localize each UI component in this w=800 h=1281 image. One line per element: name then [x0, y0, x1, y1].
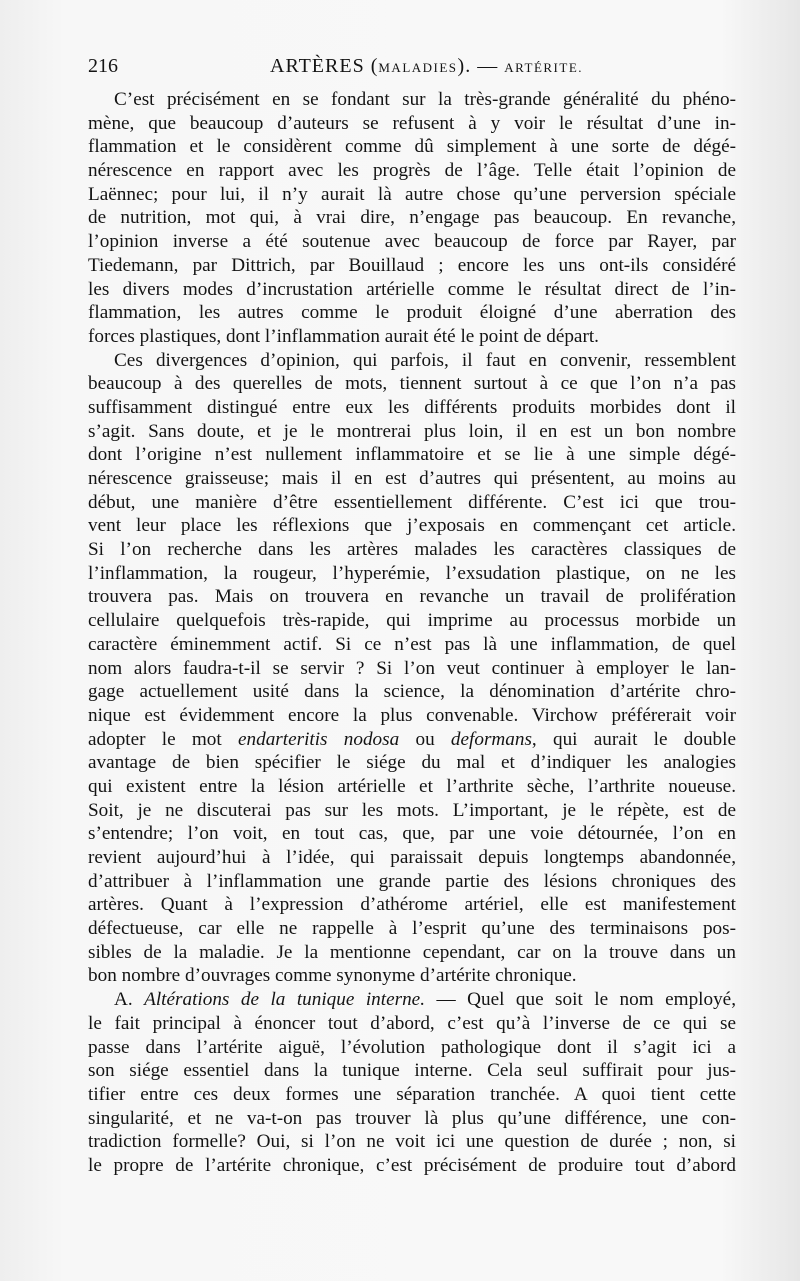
text-line: tifier entre ces deux formes une séparation tranchée. A quoi tient cette [88, 1083, 736, 1105]
text-line: Soit, je ne discuterai pas sur les mots. L’important, je le répète, est de [88, 799, 736, 821]
text-line: avantage de bien spécifier le siége du mal et d’indiquer les analogies [88, 752, 736, 774]
text-line: flammation, les autres comme le produit éloigné d’une aberration des [88, 302, 736, 324]
text-line: l’opinion inverse a été soutenue avec beaucoup de force par Rayer, par [88, 231, 736, 253]
text-line: trouvera pas. Mais on trouvera en revanche un travail de prolifération [88, 586, 736, 608]
running-head: ARTÈRES (MALADIES). — ARTÉRITE. [270, 55, 584, 77]
text-line: mène, que beaucoup d’auteurs se refusent à y voir le résultat d’une in- [88, 112, 736, 134]
text-line: artères. Quant à l’expression d’athérome artériel, elle est manifestement [88, 894, 736, 916]
text-line: forces plastiques, dont l’inflammation aurait été le point de départ. [88, 325, 599, 347]
text-line: nom alors faudra-t-il se servir ? Si l’on veut continuer à employer le lan- [88, 657, 736, 679]
text-line: revient aujourd’hui à l’idée, qui paraissait depuis longtemps abandonnée, [88, 847, 736, 868]
text-line: Laënnec; pour lui, il n’y aurait là autre chose qu’une perversion spéciale [88, 183, 736, 205]
text-line: nérescence en rapport avec les progrès de l’âge. Telle était l’opinion de [88, 160, 736, 182]
text-line: d’attribuer à l’inflammation une grande partie des lésions chroniques des [88, 870, 736, 892]
page-number: 216 [88, 55, 118, 77]
text-line-with-italics: adopter le mot endarteritis nodosa ou deformans, qui aurait le double [88, 728, 736, 750]
italic-term: endarteritis nodosa [237, 728, 400, 750]
text-line: beaucoup à des querelles de mots, tiennent surtout à ce que l’on n’a pas [88, 373, 736, 395]
section-heading: Altérations de la tunique interne. [144, 989, 425, 1011]
text-line: le propre de l’artérite chronique, c’est précisément de produire tout d’abord [88, 1154, 736, 1176]
text-line: sibles de la maladie. Je la mentionne cependant, car on la trouve dans un [88, 941, 736, 963]
running-title: ARTÈRES [270, 55, 365, 77]
text-line: début, une manière d’être essentiellement différente. C’est ici que trou- [88, 491, 736, 513]
text-line: suffisamment distingué entre eux les différents produits morbides dont il [88, 396, 736, 418]
text-line: défectueuse, car elle ne rappelle à l’esprit qu’une des terminaisons pos- [88, 918, 736, 940]
text-line: Si l’on recherche dans les artères malades les caractères classiques de [88, 539, 736, 561]
text-line: nique est évidemment encore la plus convenable. Virchow préférerait voir [88, 704, 736, 726]
text-line: dont l’origine n’est nullement inflammatoire et se lie à une simple dégé- [88, 444, 736, 466]
running-subtitle: MALADIES [378, 60, 458, 75]
text-line: son siége essentiel dans la tunique interne. Cela seul suffirait pour jus- [88, 1060, 736, 1082]
text-line: C’est précisément en se fondant sur la très-grande généralité du phéno- [114, 89, 736, 110]
text-line: tradiction formelle? Oui, si l’on ne voit ici une question de durée ; non, si [88, 1131, 736, 1153]
text-line: flammation et le considèrent comme dû simplement à une sorte de dégé- [88, 136, 736, 158]
text-line: Tiedemann, par Dittrich, par Bouillaud ; encore les uns ont-ils considéré [88, 254, 736, 276]
text-line: qui existent entre la lésion artérielle et l’arthrite sèche, l’arthrite noueuse. [88, 775, 736, 797]
text-line: vent leur place les réflexions que j’exposais en commençant cet article. [88, 515, 736, 537]
text-line: Ces divergences d’opinion, qui parfois, il faut en convenir, ressemblent [114, 349, 736, 371]
text-line: nérescence graisseuse; mais il en est d’autres qui présentent, au moins au [88, 468, 736, 489]
text-line: singularité, et ne va-t-on pas trouver là plus qu’une différence, une con- [88, 1107, 736, 1129]
running-section: ARTÉRITE. [504, 60, 584, 75]
text-line: l’inflammation, la rougeur, l’hyperémie, l’exsudation plastique, on ne les [88, 562, 736, 584]
text-line: bon nombre d’ouvrages comme synonyme d’artérite chronique. [88, 965, 577, 987]
text-line: les divers modes d’incrustation artérielle comme le résultat direct de l’in- [88, 278, 736, 300]
body-text [88, 88, 736, 1178]
text-line: le fait principal à énoncer tout d’abord, c’est qu’à l’inverse de ce qui se [88, 1012, 736, 1034]
italic-term: deformans [450, 728, 532, 750]
text-line: gage actuellement usité dans la science, la dénomination d’artérite chro- [88, 681, 736, 703]
section-heading-line: A. Altérations de la tunique interne. — Quel que soit le nom employé, [114, 989, 736, 1011]
page-header [88, 52, 736, 80]
text-line: passe dans l’artérite aiguë, l’évolution pathologique dont il s’agit ici a [88, 1036, 736, 1058]
text-line: s’agit. Sans doute, et je le montrerai plus loin, il en est un bon nombre [88, 420, 736, 442]
text-line: de nutrition, mot qui, à vrai dire, n’engage pas beaucoup. En revanche, [88, 207, 736, 229]
text-line: cellulaire quelquefois très-rapide, qui imprime au processus morbide un [88, 610, 736, 632]
text-line: caractère éminemment actif. Si ce n’est pas là une inflammation, de quel [88, 633, 736, 655]
text-line: s’entendre; l’on voit, en tout cas, que, par une voie détournée, l’on en [88, 823, 736, 845]
